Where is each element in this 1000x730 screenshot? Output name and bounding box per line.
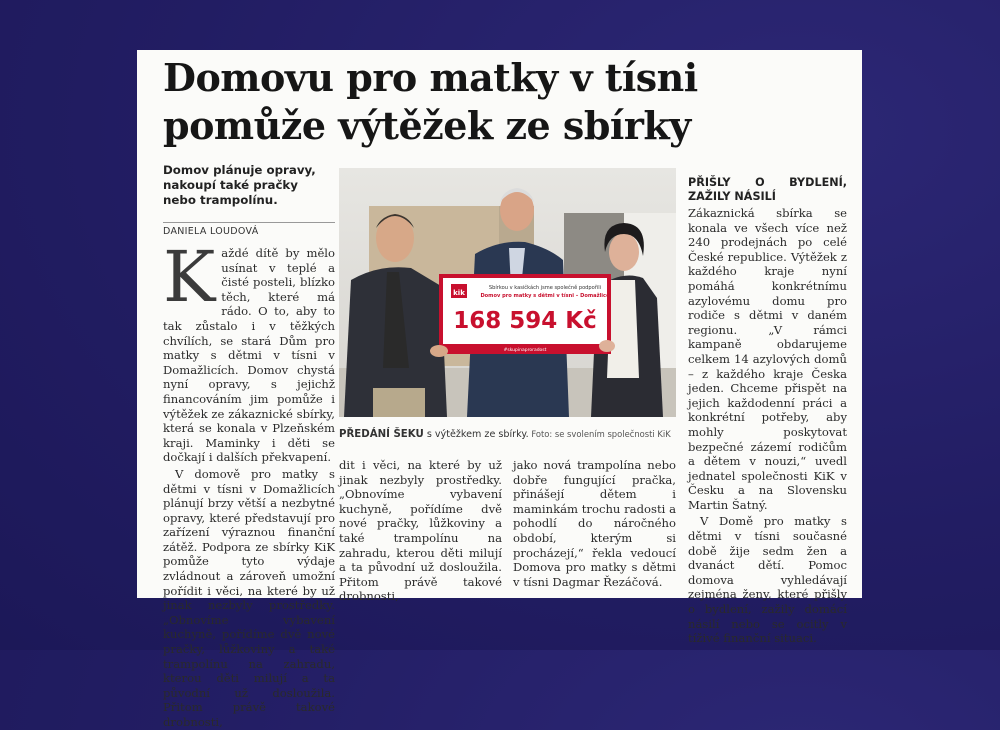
side-column	[688, 176, 847, 646]
check-amount: 168 594 Kč	[453, 308, 597, 334]
kik-logo-text: kik	[453, 289, 465, 297]
headline-line-1: Domovu pro matky v tísni	[163, 55, 698, 100]
column-2	[339, 458, 502, 604]
author-byline: DANIELA LOUDOVÁ	[163, 222, 335, 237]
side-paragraph-1: Zákaznická sbírka se konala ve všech více než 240 prodejnách po celé České republice. Výtěžek z každého kraje nyní pomáhá konkrétnímu azylovému domu pro rodiče s dětmi v daném regionu. „V rámci kampaně obdarujeme celkem 14 azylových domů – z každého kraje Česka jeden. Chceme přispět na jejich každodenní práci a konkrétní potřeby, aby mohly poskytovat bezpečné zázemí rodičům a dětem v nouzi,“ uvedl jednatel společnosti KiK v Česku a na Slovensku Martin Šatný.	[688, 206, 847, 512]
body-paragraph-2: dit i věci, na které by už jinak nezbyly prostředky. „Obnovíme vybavení kuchyně, pořídíme dvě nové pračky, lůžkoviny a také trampolínu na zahradu, kterou děti milují a ta původní už dosloužila. Přitom právě takové drobnosti,	[339, 458, 502, 604]
check-handover-photo	[339, 168, 676, 417]
side-paragraph-2: V Domě pro matky s dětmi v tísni současné době žije sedm žen a dvanáct dětí. Pomoc domova vyhledávají zejména ženy, které přišly o bydlení, zažily domácí násilí nebo se ocitly v tíživé finanční situaci.	[688, 514, 847, 646]
check-line-1: Sbírkou v kasičkách jsme společně podpořili	[488, 285, 602, 291]
intro-paragraph: aždé dítě by mělo usínat v teplé a čisté posteli, blízko těch, které má rádo. O to, aby to tak zůstalo i v těžkých chvílích, se stará Dům pro matky s dětmi v tísni v Domažlicích. Domov chystá nyní opravy, s jejichž financováním jim pomůže i výtěžek ze zákaznické sbírky, která se konala v Plzeňském kraji. Maminky i děti se dočkají i dalších překvapení.	[163, 246, 335, 465]
caption-credit: Foto: se svolením společnosti KiK	[528, 429, 671, 439]
column-1	[163, 236, 335, 729]
donation-check	[439, 274, 611, 354]
column-3	[513, 458, 676, 589]
check-footer: #skupinaproradost	[503, 348, 547, 353]
headline	[163, 54, 843, 150]
headline-line-2: pomůže výtěžek ze sbírky	[163, 103, 691, 148]
subtitle: Domov plánuje opravy, nakoupí také pračky nebo trampolínu.	[163, 163, 316, 207]
dropcap-letter: K	[163, 236, 216, 318]
caption-bold: PŘEDÁNÍ ŠEKU	[339, 429, 424, 440]
check-line-2: Domov pro matky s dětmi v tísni – Domažlice	[480, 293, 610, 299]
newspaper-clipping	[137, 50, 862, 729]
body-paragraph-1: V domově pro matky s dětmi v tísni v Domažlicích plánují brzy větší a nezbytné opravy, které představují pro zařízení výraznou finanční zátěž. Podpora ze sbírky KiK pomůže tyto výdaje zvládnout a zároveň umožní pořídit i věci, na které by už jinak nezbyly prostředky. „Obnovíme vybavení kuchyně, pořídíme dvě nové pračky, lůžkoviny a také trampolínu na zahradu, kterou děti milují a ta původní už dosloužila. Přitom právě takové drobnosti,	[163, 466, 335, 729]
caption-text: s výtěžkem ze sbírky.	[423, 429, 529, 440]
photo-caption	[339, 429, 676, 440]
body-paragraph-3: jako nová trampolína nebo dobře fungující pračka, přinášejí dětem i maminkám trochu radosti a pohodlí do náročného období, kterým si procházejí,“ řekla vedoucí Domova pro matky s dětmi v tísni Dagmar Řezáčová.	[513, 458, 676, 589]
side-heading: PŘIŠLY O BYDLENÍ, ZAŽILY NÁSILÍ	[688, 176, 847, 203]
